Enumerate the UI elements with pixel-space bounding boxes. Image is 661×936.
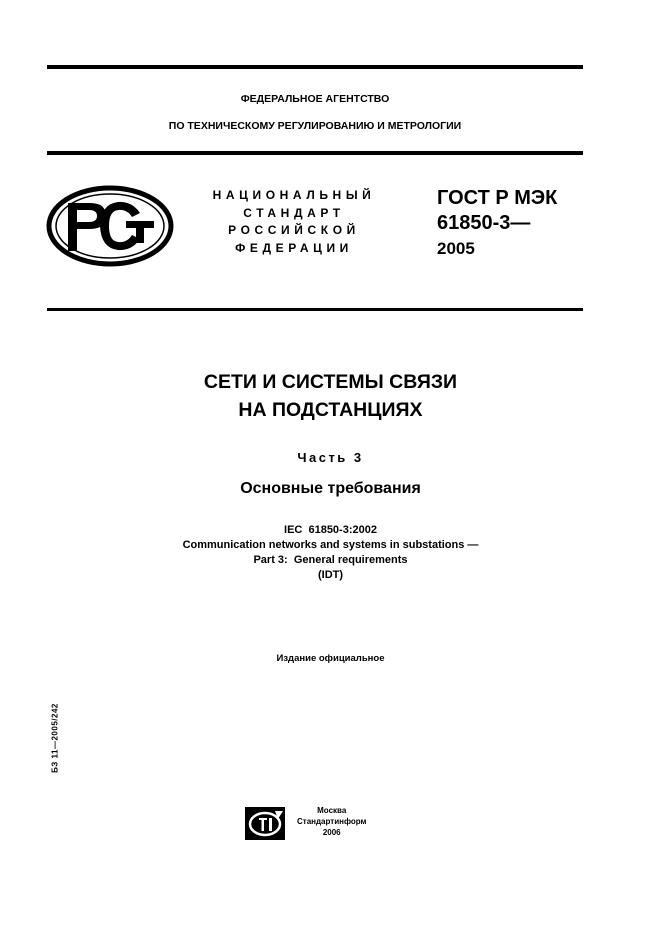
- agency-line-2: ПО ТЕХНИЧЕСКОМУ РЕГУЛИРОВАНИЮ И МЕТРОЛОГИИ: [168, 120, 462, 132]
- publisher-year: 2006: [322, 828, 341, 837]
- top-rule: [47, 65, 583, 69]
- part-title: Основные требования: [240, 480, 421, 497]
- standard-type: [196, 187, 392, 257]
- title-line-2: НА ПОДСТАНЦИЯХ: [238, 399, 423, 421]
- title-block-rule: [47, 308, 583, 311]
- standard-type-line-4: ФЕДЕРАЦИИ: [235, 240, 353, 255]
- standard-type-line-1: НАЦИОНАЛЬНЫЙ: [212, 188, 376, 202]
- title-line-1: СЕТИ И СИСТЕМЫ СВЯЗИ: [203, 371, 458, 393]
- standard-type-line-3: РОССИЙСКОЙ: [228, 223, 360, 237]
- edition-label: Издание официальное: [276, 653, 385, 664]
- publisher-city: Москва: [317, 806, 347, 815]
- designation-year: 2005: [437, 239, 475, 258]
- agency-line-1: ФЕДЕРАЛЬНОЕ АГЕНТСТВО: [240, 93, 390, 105]
- iec-line-4: (IDT): [317, 569, 344, 581]
- standartinform-logo-icon: [245, 807, 285, 840]
- document-title: [0, 368, 661, 424]
- part-number: Часть 3: [297, 450, 364, 465]
- designation-line-1: ГОСТ Р МЭК: [437, 187, 558, 209]
- publisher-name: Стандартинформ: [297, 817, 367, 826]
- designation-line-2: 61850-3—: [437, 212, 531, 234]
- side-note: БЗ 11—2005/242: [50, 703, 60, 773]
- standard-designation: [437, 186, 557, 261]
- standard-type-line-2: СТАНДАРТ: [243, 205, 345, 220]
- iec-reference: [0, 523, 661, 583]
- iec-line-2: Communication networks and systems in substations —: [182, 539, 479, 551]
- header-rule: [47, 151, 583, 155]
- iec-line-1: IEC 61850-3:2002: [284, 524, 377, 536]
- iec-line-3: Part 3: General requirements: [253, 554, 408, 566]
- publisher-info: [297, 805, 366, 838]
- rst-logo-icon: [46, 185, 174, 267]
